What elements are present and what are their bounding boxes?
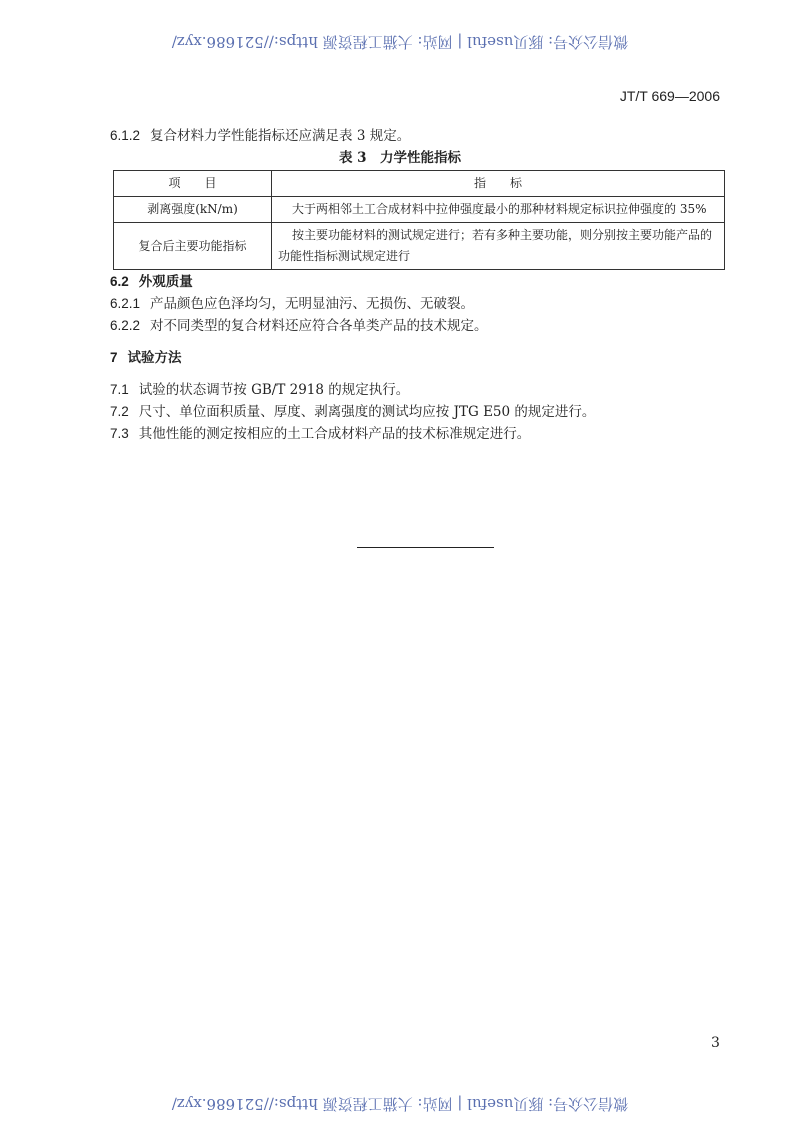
clause-text: 产品颜色应色泽均匀，无明显油污、无损伤、无破裂。 [150,296,475,312]
header-cell: 指 标 [272,171,725,197]
clause-heading: 外观质量 [138,274,193,290]
cell: 复合后主要功能指标 [114,223,272,270]
clause-number: 6.1.2 [110,128,141,143]
cell: 大于两相邻土工合成材料中拉伸强度最小的那种材料规定标识拉伸强度的 35% [272,197,725,223]
cell: 按主要功能材料的测试规定进行；若有多种主要功能，则分别按主要功能产品的功能性指标测试规定进行 [272,223,725,270]
table-row [114,223,725,270]
clause-number: 6.2.2 [110,318,141,333]
clause-6-2-2 [110,314,488,334]
standard-code: JT/T 669—2006 [619,88,720,104]
clause-7-3 [110,422,530,442]
clause-text: 尺寸、单位面积质量、厚度、剥离强度的测试均应按 JTG E50 的规定进行。 [138,404,596,420]
clause-number: 7.2 [110,404,129,419]
mechanical-properties-table [113,170,725,270]
clause-number: 7 [110,350,118,365]
watermark-top: 微信公众号: 豚贝useful | 网站: 大猫工程资源 https://521686.xyz/ [171,33,629,51]
header-cell: 项 目 [114,171,272,197]
clause-number: 7.1 [110,382,129,397]
clause-number: 7.3 [110,426,129,441]
end-rule [357,547,494,548]
clause-text: 复合材料力学性能指标还应满足表 3 规定。 [150,128,411,144]
clause-text: 其他性能的测定按相应的土工合成材料产品的技术标准规定进行。 [138,426,531,442]
clause-7-1 [110,378,409,398]
watermark-bottom: 微信公众号: 豚贝useful | 网站: 大猫工程资源 https://521686.xyz/ [171,1095,629,1113]
clause-6-2-1 [110,292,474,312]
clause-6-2 [110,270,193,290]
clause-6-1-2 [110,124,410,144]
page-number: 3 [711,1035,720,1051]
table-caption: 表 3 力学性能指标 [338,150,462,166]
section-7 [110,346,182,366]
clause-text: 对不同类型的复合材料还应符合各单类产品的技术规定。 [150,318,488,334]
clause-text: 试验的状态调节按 GB/T 2918 的规定执行。 [138,382,410,398]
table-row [114,197,725,223]
table-header-row [114,171,725,197]
cell: 剥离强度(kN/m) [114,197,272,223]
clause-7-2 [110,400,595,420]
clause-number: 6.2 [110,274,129,289]
clause-number: 6.2.1 [110,296,141,311]
section-heading: 试验方法 [127,350,182,366]
